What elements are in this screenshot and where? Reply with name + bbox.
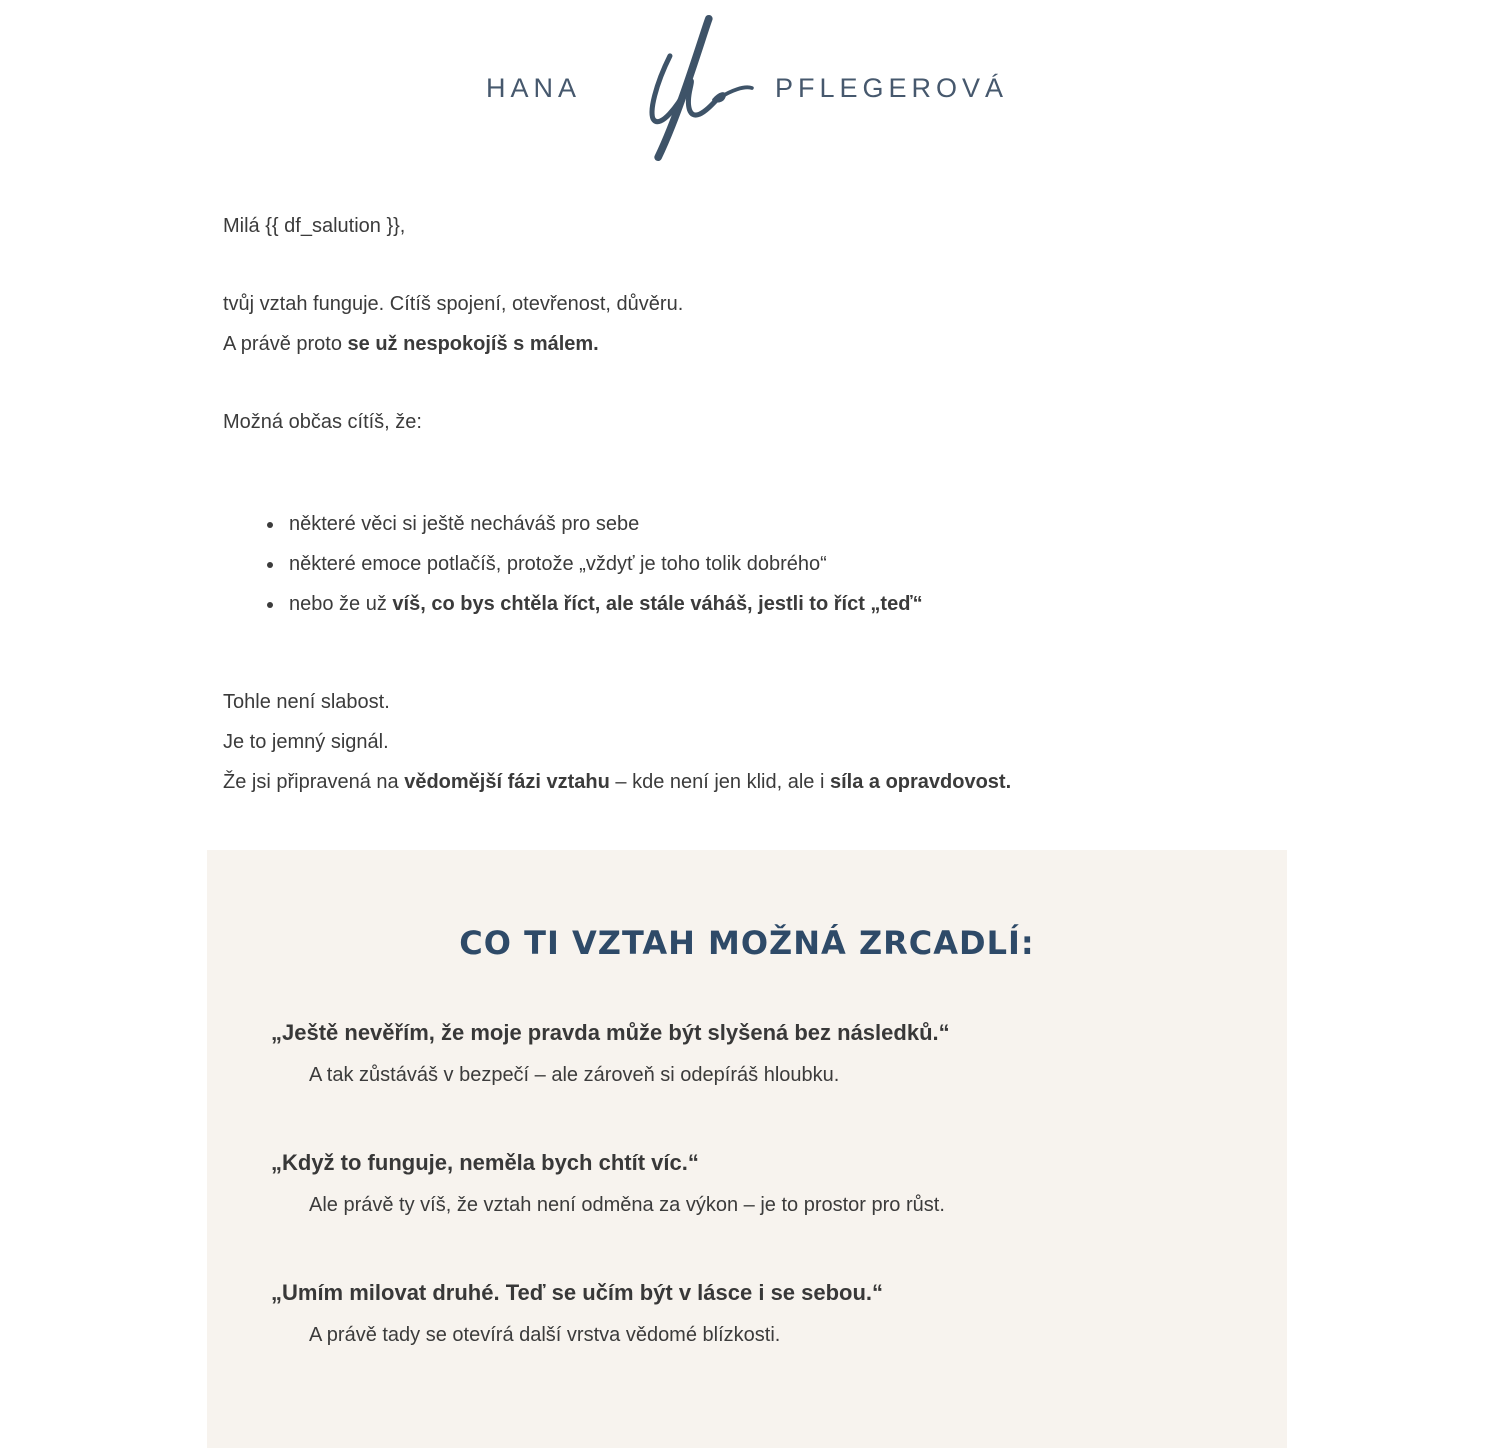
mirror-item xyxy=(271,1012,1223,1096)
intro-line2-plain: A právě proto xyxy=(223,333,348,355)
mirror-quote: „Když to funguje, neměla bych chtít víc.“ xyxy=(271,1150,699,1175)
hp-monogram-icon xyxy=(611,12,761,164)
list-item-text: některé věci si ještě necháváš pro sebe xyxy=(289,513,640,535)
signal-line1: Tohle není slabost. xyxy=(223,691,390,713)
list-item xyxy=(285,544,1271,584)
signal-paragraph xyxy=(223,682,1271,802)
brand-header xyxy=(207,0,1287,164)
lead-in-text: Možná občas cítíš, že: xyxy=(223,411,422,433)
intro-paragraph xyxy=(223,284,1271,364)
signal-line2: Je to jemný signál. xyxy=(223,731,389,753)
mirror-quote: „Ještě nevěřím, že moje pravda může být slyšená bez následků.“ xyxy=(271,1020,950,1045)
mirror-quote: „Umím milovat druhé. Teď se učím být v lásce i se sebou.“ xyxy=(271,1280,884,1305)
mirror-reflection: Ale právě ty víš, že vztah není odměna za výkon – je to prostor pro růst. xyxy=(309,1194,945,1216)
signal-line3-bold: síla a opravdovost. xyxy=(829,771,1012,793)
brand-first-name: HANA xyxy=(485,72,581,103)
mirror-reflection: A tak zůstáváš v bezpečí – ale zároveň si odepíráš hloubku. xyxy=(309,1064,840,1086)
mirror-item xyxy=(271,1272,1223,1356)
mirror-reflection: A právě tady se otevírá další vrstva vědomé blízkosti. xyxy=(309,1324,781,1346)
list-item-text: některé emoce potlačíš, protože „vždyť je toho tolik dobrého“ xyxy=(289,553,827,575)
intro-line1: tvůj vztah funguje. Cítíš spojení, otevřenost, důvěru. xyxy=(223,293,684,315)
list-item xyxy=(285,584,1271,624)
email-body xyxy=(207,0,1287,1448)
mirror-section xyxy=(207,850,1287,1448)
list-item-text: nebo že už xyxy=(289,593,393,615)
section-heading: CO TI VZTAH MOŽNÁ ZRCADLÍ: xyxy=(459,924,1035,962)
feelings-list xyxy=(223,504,1271,624)
intro-line2-bold: se už nespokojíš s málem. xyxy=(347,333,599,355)
email-text-content xyxy=(207,164,1287,802)
signal-line3-seg: Že jsi připravená na xyxy=(223,771,405,793)
brand-last-name: PFLEGEROVÁ xyxy=(774,72,1009,103)
signal-line3-bold: vědomější fázi vztahu xyxy=(404,771,610,793)
list-item-bold: víš, co bys chtěla říct, ale stále váháš, jestli to říct „teď“ xyxy=(392,593,923,615)
mirror-item xyxy=(271,1142,1223,1226)
signal-line3-seg: – kde není jen klid, ale i xyxy=(609,771,830,793)
list-item xyxy=(285,504,1271,544)
greeting-text: Milá {{ df_salution }}, xyxy=(223,215,406,237)
